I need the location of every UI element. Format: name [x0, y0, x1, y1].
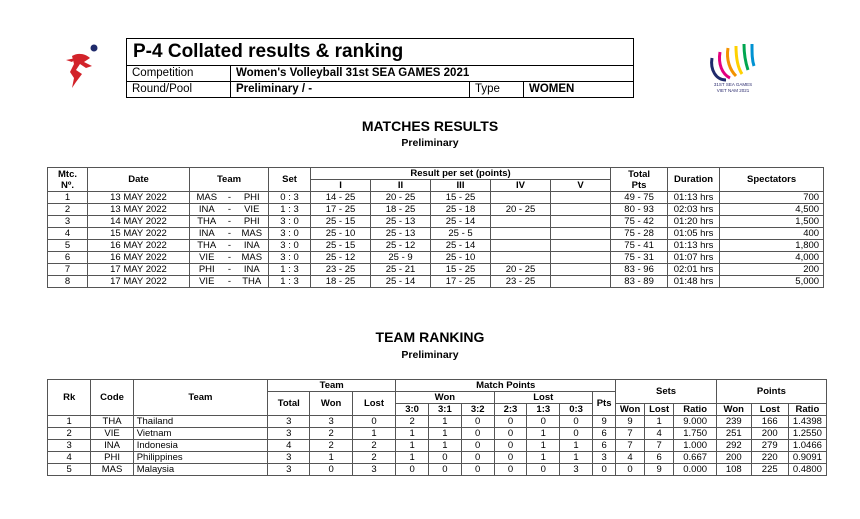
- match-cell-s5: [551, 216, 611, 228]
- match-cell-no: 1: [48, 192, 88, 204]
- ranking-cell-m31: 0: [428, 452, 461, 464]
- match-cell-date: 16 MAY 2022: [88, 252, 190, 264]
- ranking-cell-m30: 1: [396, 440, 429, 452]
- match-cell-s3: 25 - 18: [431, 204, 491, 216]
- match-cell-s1: 25 - 12: [311, 252, 371, 264]
- competition-row: [127, 66, 633, 82]
- competition-label: Competition: [127, 66, 231, 81]
- match-cell-s1: 17 - 25: [311, 204, 371, 216]
- sea-games-logo-line1: 31ST SEA GAMES: [713, 82, 753, 87]
- table-row: [48, 228, 824, 240]
- ranking-cell-m23: 0: [494, 452, 527, 464]
- match-cell-duration: 01:13 hrs: [668, 240, 720, 252]
- match-cell-set: 3 : 0: [269, 228, 311, 240]
- match-cell-dash: -: [224, 276, 236, 288]
- match-cell-duration: 01:48 hrs: [668, 276, 720, 288]
- header-pts: Pts: [631, 179, 647, 191]
- match-cell-s2: 25 - 12: [371, 240, 431, 252]
- header-box: [126, 38, 634, 98]
- match-cell-set: 3 : 0: [269, 252, 311, 264]
- match-cell-date: 13 MAY 2022: [88, 192, 190, 204]
- match-cell-s2: 25 - 14: [371, 276, 431, 288]
- match-cell-no: 4: [48, 228, 88, 240]
- match-cell-s2: 18 - 25: [371, 204, 431, 216]
- match-cell-total: 80 - 93: [611, 204, 668, 216]
- ranking-cell-rk: 2: [48, 428, 91, 440]
- ranking-cell-sl: 6: [644, 452, 674, 464]
- match-cell-set: 3 : 0: [269, 216, 311, 228]
- match-cell-total: 49 - 75: [611, 192, 668, 204]
- sea-games-logo-icon: [702, 40, 762, 112]
- header-points-won: Won: [716, 404, 751, 416]
- table-row: [48, 440, 827, 452]
- ranking-cell-lost: 1: [352, 428, 395, 440]
- match-cell-dash: -: [224, 216, 236, 228]
- match-cell-s5: [551, 204, 611, 216]
- ranking-cell-m13: 1: [527, 428, 560, 440]
- header-mtc-no: [48, 168, 88, 192]
- match-cell-s4: 20 - 25: [491, 264, 551, 276]
- match-cell-s1: 14 - 25: [311, 192, 371, 204]
- match-cell-set: 0 : 3: [269, 192, 311, 204]
- ranking-cell-pw: 200: [716, 452, 751, 464]
- header-set-5: V: [551, 180, 611, 192]
- header-duration: Duration: [668, 168, 720, 192]
- table-row: [48, 204, 824, 216]
- match-cell-total: 75 - 42: [611, 216, 668, 228]
- match-cell-s1: 25 - 10: [311, 228, 371, 240]
- match-cell-team-b: MAS: [236, 228, 269, 240]
- ranking-cell-pl: 279: [751, 440, 788, 452]
- table-row: [48, 416, 827, 428]
- match-cell-total: 75 - 41: [611, 240, 668, 252]
- match-cell-date: 15 MAY 2022: [88, 228, 190, 240]
- match-cell-no: 7: [48, 264, 88, 276]
- ranking-cell-m13: 0: [527, 416, 560, 428]
- header-code: Code: [91, 380, 133, 416]
- match-cell-s1: 23 - 25: [311, 264, 371, 276]
- header-no: Nº.: [61, 179, 74, 191]
- ranking-cell-total: 3: [268, 428, 310, 440]
- match-cell-dash: -: [224, 252, 236, 264]
- ranking-cell-m32: 0: [461, 464, 494, 476]
- ranking-cell-pr: 0.9091: [788, 452, 826, 464]
- ranking-cell-pl: 166: [751, 416, 788, 428]
- match-cell-team-a: VIE: [190, 252, 224, 264]
- round-row: [127, 82, 633, 98]
- ranking-cell-m30: 0: [396, 464, 429, 476]
- header-result-per-set: Result per set (points): [311, 168, 611, 180]
- match-cell-s2: 25 - 9: [371, 252, 431, 264]
- match-cell-dash: -: [224, 204, 236, 216]
- table-row: [48, 276, 824, 288]
- ranking-cell-sr: 9.000: [674, 416, 716, 428]
- match-cell-team-a: PHI: [190, 264, 224, 276]
- ranking-cell-m30: 1: [396, 428, 429, 440]
- ranking-table: [47, 379, 827, 476]
- match-cell-duration: 01:20 hrs: [668, 216, 720, 228]
- ranking-cell-m31: 1: [428, 428, 461, 440]
- header-set-4: IV: [491, 180, 551, 192]
- header-lost: Lost: [352, 392, 395, 416]
- ranking-cell-m31: 1: [428, 440, 461, 452]
- match-cell-dash: -: [224, 240, 236, 252]
- ranking-cell-m03: 0: [560, 428, 593, 440]
- match-cell-duration: 02:03 hrs: [668, 204, 720, 216]
- ranking-cell-m03: 1: [560, 440, 593, 452]
- match-cell-dash: -: [224, 264, 236, 276]
- match-cell-date: 17 MAY 2022: [88, 276, 190, 288]
- ranking-cell-total: 3: [268, 464, 310, 476]
- match-cell-set: 1 : 3: [269, 264, 311, 276]
- ranking-cell-m31: 1: [428, 416, 461, 428]
- match-cell-spectators: 1,800: [720, 240, 824, 252]
- ranking-cell-total: 3: [268, 416, 310, 428]
- header-match-points: Match Points: [396, 380, 616, 392]
- ranking-cell-pw: 239: [716, 416, 751, 428]
- competition-value: Women's Volleyball 31st SEA GAMES 2021: [236, 67, 470, 79]
- match-cell-team-a: INA: [190, 204, 224, 216]
- match-cell-duration: 01:13 hrs: [668, 192, 720, 204]
- ranking-cell-sl: 4: [644, 428, 674, 440]
- ranking-cell-m32: 0: [461, 452, 494, 464]
- match-cell-spectators: 5,000: [720, 276, 824, 288]
- match-cell-no: 2: [48, 204, 88, 216]
- match-cell-team-b: INA: [236, 264, 269, 276]
- match-cell-spectators: 400: [720, 228, 824, 240]
- table-row: [48, 216, 824, 228]
- matches-body: [48, 192, 824, 288]
- ranking-cell-won: 3: [310, 416, 352, 428]
- match-cell-duration: 01:05 hrs: [668, 228, 720, 240]
- ranking-cell-sl: 1: [644, 416, 674, 428]
- ranking-cell-team: Philippines: [133, 452, 267, 464]
- match-cell-s4: [491, 228, 551, 240]
- match-cell-date: 16 MAY 2022: [88, 240, 190, 252]
- ranking-cell-pr: 1.2550: [788, 428, 826, 440]
- volleyball-player-logo-icon: [62, 42, 106, 90]
- match-cell-team-a: THA: [190, 216, 224, 228]
- header-mp-lost: Lost: [494, 392, 592, 404]
- ranking-cell-m03: 3: [560, 464, 593, 476]
- header-team-name: Team: [133, 380, 267, 416]
- sea-games-logo-line2: VIET NAM 2021: [716, 88, 750, 93]
- header-mtc: Mtc.: [58, 168, 77, 180]
- ranking-cell-pr: 0.4800: [788, 464, 826, 476]
- ranking-cell-m23: 0: [494, 464, 527, 476]
- ranking-cell-pl: 200: [751, 428, 788, 440]
- ranking-cell-lost: 3: [352, 464, 395, 476]
- match-cell-s3: 25 - 10: [431, 252, 491, 264]
- match-cell-dash: -: [224, 192, 236, 204]
- header-total: Total: [628, 168, 651, 180]
- ranking-cell-pts: 0: [592, 464, 615, 476]
- table-row: [48, 452, 827, 464]
- match-cell-team-a: THA: [190, 240, 224, 252]
- ranking-cell-rk: 4: [48, 452, 91, 464]
- table-row: [48, 264, 824, 276]
- ranking-cell-sr: 1.750: [674, 428, 716, 440]
- match-cell-total: 75 - 31: [611, 252, 668, 264]
- ranking-cell-m23: 0: [494, 428, 527, 440]
- ranking-cell-pts: 6: [592, 440, 615, 452]
- ranking-cell-m32: 0: [461, 428, 494, 440]
- match-cell-s5: [551, 240, 611, 252]
- header-sets-ratio: Ratio: [674, 404, 716, 416]
- match-cell-team-b: THA: [236, 276, 269, 288]
- header-date: Date: [88, 168, 190, 192]
- ranking-cell-won: 1: [310, 452, 352, 464]
- ranking-cell-won: 2: [310, 428, 352, 440]
- ranking-cell-code: THA: [91, 416, 133, 428]
- header-mp-2-3: 2:3: [494, 404, 527, 416]
- match-cell-spectators: 4,000: [720, 252, 824, 264]
- header-mp-won: Won: [396, 392, 494, 404]
- header-set-1: I: [311, 180, 371, 192]
- ranking-cell-m30: 1: [396, 452, 429, 464]
- ranking-cell-pw: 292: [716, 440, 751, 452]
- ranking-cell-pw: 108: [716, 464, 751, 476]
- ranking-cell-sr: 0.667: [674, 452, 716, 464]
- match-cell-no: 8: [48, 276, 88, 288]
- match-cell-team-b: VIE: [236, 204, 269, 216]
- type-value: WOMEN: [523, 82, 633, 98]
- matches-title: MATCHES RESULTS: [361, 118, 499, 134]
- ranking-cell-m32: 0: [461, 440, 494, 452]
- match-cell-s2: 20 - 25: [371, 192, 431, 204]
- ranking-cell-m03: 0: [560, 416, 593, 428]
- match-cell-no: 3: [48, 216, 88, 228]
- ranking-cell-m32: 0: [461, 416, 494, 428]
- header-rk: Rk: [48, 380, 91, 416]
- ranking-cell-rk: 3: [48, 440, 91, 452]
- header-set: Set: [269, 168, 311, 192]
- match-cell-s3: 15 - 25: [431, 264, 491, 276]
- match-cell-spectators: 4,500: [720, 204, 824, 216]
- header-pts: Pts: [592, 392, 615, 416]
- header-team-group: Team: [268, 380, 396, 392]
- match-cell-team-b: PHI: [236, 192, 269, 204]
- ranking-cell-pw: 251: [716, 428, 751, 440]
- match-cell-spectators: 700: [720, 192, 824, 204]
- ranking-cell-sw: 9: [616, 416, 645, 428]
- header-total-pts: [611, 168, 668, 192]
- match-cell-team-b: INA: [236, 240, 269, 252]
- match-cell-team-a: INA: [190, 228, 224, 240]
- match-cell-no: 6: [48, 252, 88, 264]
- match-cell-s2: 25 - 13: [371, 228, 431, 240]
- ranking-subtitle: Preliminary: [401, 349, 459, 361]
- match-cell-s4: [491, 240, 551, 252]
- match-cell-s4: 23 - 25: [491, 276, 551, 288]
- match-cell-date: 17 MAY 2022: [88, 264, 190, 276]
- ranking-title: TEAM RANKING: [375, 329, 485, 345]
- sea-games-logo-text: [704, 82, 762, 94]
- ranking-cell-code: INA: [91, 440, 133, 452]
- ranking-cell-pts: 6: [592, 428, 615, 440]
- ranking-cell-total: 3: [268, 452, 310, 464]
- ranking-cell-m13: 0: [527, 464, 560, 476]
- header-points-lost: Lost: [751, 404, 788, 416]
- header-won: Won: [310, 392, 352, 416]
- match-cell-s5: [551, 252, 611, 264]
- ranking-cell-rk: 1: [48, 416, 91, 428]
- ranking-cell-m23: 0: [494, 440, 527, 452]
- match-cell-spectators: 200: [720, 264, 824, 276]
- header-sets-won: Won: [616, 404, 645, 416]
- table-row: [48, 252, 824, 264]
- round-value: Preliminary / -: [236, 83, 313, 95]
- header-team: Team: [190, 168, 269, 192]
- header-mp-3-0: 3:0: [396, 404, 429, 416]
- ranking-cell-rk: 5: [48, 464, 91, 476]
- match-cell-s4: [491, 216, 551, 228]
- type-label: Type: [469, 82, 523, 98]
- match-cell-s2: 25 - 13: [371, 216, 431, 228]
- match-cell-s3: 25 - 14: [431, 240, 491, 252]
- ranking-cell-won: 2: [310, 440, 352, 452]
- ranking-cell-code: MAS: [91, 464, 133, 476]
- matches-table: [47, 167, 824, 288]
- match-cell-total: 75 - 28: [611, 228, 668, 240]
- match-cell-date: 14 MAY 2022: [88, 216, 190, 228]
- ranking-cell-won: 0: [310, 464, 352, 476]
- match-cell-date: 13 MAY 2022: [88, 204, 190, 216]
- header-spectators: Spectators: [720, 168, 824, 192]
- ranking-cell-lost: 0: [352, 416, 395, 428]
- match-cell-s1: 25 - 15: [311, 240, 371, 252]
- ranking-cell-m23: 0: [494, 416, 527, 428]
- match-cell-spectators: 1,500: [720, 216, 824, 228]
- ranking-cell-code: PHI: [91, 452, 133, 464]
- match-cell-s5: [551, 264, 611, 276]
- match-cell-s3: 17 - 25: [431, 276, 491, 288]
- ranking-cell-sw: 7: [616, 428, 645, 440]
- ranking-cell-lost: 2: [352, 440, 395, 452]
- match-cell-total: 83 - 96: [611, 264, 668, 276]
- ranking-cell-sr: 0.000: [674, 464, 716, 476]
- ranking-cell-sr: 1.000: [674, 440, 716, 452]
- ranking-cell-team: Malaysia: [133, 464, 267, 476]
- match-cell-duration: 02:01 hrs: [668, 264, 720, 276]
- ranking-cell-sl: 7: [644, 440, 674, 452]
- ranking-cell-lost: 2: [352, 452, 395, 464]
- header-mp-3-1: 3:1: [428, 404, 461, 416]
- match-cell-team-b: MAS: [236, 252, 269, 264]
- match-cell-total: 83 - 89: [611, 276, 668, 288]
- ranking-cell-code: VIE: [91, 428, 133, 440]
- ranking-cell-m13: 1: [527, 440, 560, 452]
- match-cell-s2: 25 - 21: [371, 264, 431, 276]
- match-cell-s3: 25 - 14: [431, 216, 491, 228]
- ranking-cell-sw: 0: [616, 464, 645, 476]
- table-row: [48, 240, 824, 252]
- match-cell-s3: 15 - 25: [431, 192, 491, 204]
- ranking-cell-sw: 4: [616, 452, 645, 464]
- match-cell-duration: 01:07 hrs: [668, 252, 720, 264]
- ranking-cell-sl: 9: [644, 464, 674, 476]
- header-set-3: III: [431, 180, 491, 192]
- ranking-cell-m13: 1: [527, 452, 560, 464]
- ranking-cell-pr: 1.4398: [788, 416, 826, 428]
- header-total: Total: [268, 392, 310, 416]
- matches-header-row-1: [48, 168, 824, 180]
- match-cell-set: 3 : 0: [269, 240, 311, 252]
- ranking-cell-team: Thailand: [133, 416, 267, 428]
- match-cell-s5: [551, 228, 611, 240]
- header-points-ratio: Ratio: [788, 404, 826, 416]
- match-cell-s1: 25 - 15: [311, 216, 371, 228]
- page-title: P-4 Collated results & ranking: [127, 39, 633, 66]
- header-mp-0-3: 0:3: [560, 404, 593, 416]
- header-mp-1-3: 1:3: [527, 404, 560, 416]
- ranking-cell-m31: 0: [428, 464, 461, 476]
- ranking-cell-pts: 3: [592, 452, 615, 464]
- table-row: [48, 428, 827, 440]
- ranking-cell-m30: 2: [396, 416, 429, 428]
- ranking-cell-pl: 225: [751, 464, 788, 476]
- table-row: [48, 192, 824, 204]
- ranking-cell-pr: 1.0466: [788, 440, 826, 452]
- match-cell-s5: [551, 276, 611, 288]
- ranking-cell-total: 4: [268, 440, 310, 452]
- matches-subtitle: Preliminary: [401, 137, 459, 149]
- ranking-cell-sw: 7: [616, 440, 645, 452]
- match-cell-s4: [491, 192, 551, 204]
- match-cell-no: 5: [48, 240, 88, 252]
- ranking-body: [48, 416, 827, 476]
- match-cell-set: 1 : 3: [269, 204, 311, 216]
- ranking-cell-team: Vietnam: [133, 428, 267, 440]
- match-cell-s4: 20 - 25: [491, 204, 551, 216]
- match-cell-team-a: MAS: [190, 192, 224, 204]
- round-label: Round/Pool: [127, 82, 231, 98]
- match-cell-s1: 18 - 25: [311, 276, 371, 288]
- ranking-header-row-1: [48, 380, 827, 392]
- header-set-2: II: [371, 180, 431, 192]
- header-sets: Sets: [616, 380, 717, 404]
- match-cell-s5: [551, 192, 611, 204]
- match-cell-dash: -: [224, 228, 236, 240]
- match-cell-set: 1 : 3: [269, 276, 311, 288]
- header-points: Points: [716, 380, 826, 404]
- header-mp-3-2: 3:2: [461, 404, 494, 416]
- match-cell-s3: 25 - 5: [431, 228, 491, 240]
- match-cell-team-b: PHI: [236, 216, 269, 228]
- match-cell-team-a: VIE: [190, 276, 224, 288]
- ranking-cell-m03: 1: [560, 452, 593, 464]
- ranking-cell-pl: 220: [751, 452, 788, 464]
- match-cell-s4: [491, 252, 551, 264]
- ranking-cell-team: Indonesia: [133, 440, 267, 452]
- ranking-cell-pts: 9: [592, 416, 615, 428]
- header-sets-lost: Lost: [644, 404, 674, 416]
- table-row: [48, 464, 827, 476]
